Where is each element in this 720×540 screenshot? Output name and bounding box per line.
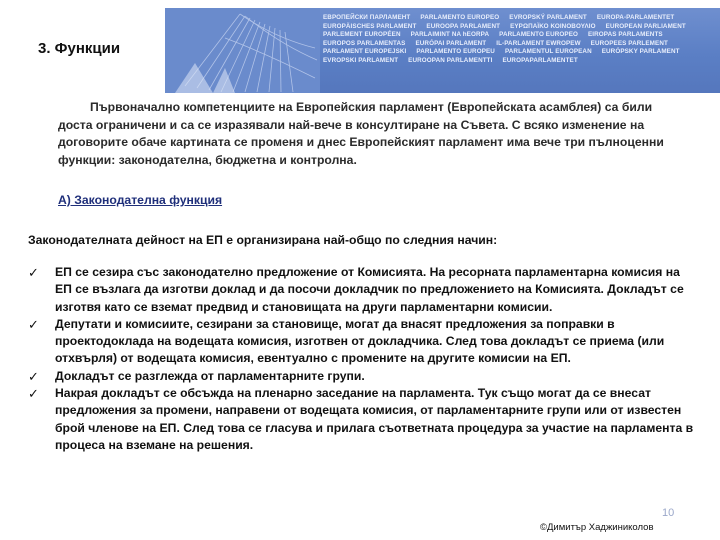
banner-name: ΕΥΡΩΠΑΪΚΟ ΚΟΙΝΟΒΟΥΛΙΟ: [510, 22, 596, 30]
banner-name: PARLAIMINT NA hEORPA: [410, 31, 490, 39]
lead-sentence: Законодателната дейност на ЕП е организирана най-общо по следния начин:: [28, 233, 498, 247]
banner-name: PARLAMENTO EUROPEO: [499, 31, 578, 39]
intro-paragraph: Първоначално компетенциите на Европейския парламент (Европейската асамблея) са били доста ограничени и са се изразявали най-вече в консултиране на Съвета. С всяко изменение на договорите обаче картината се променя и днес Европейският парламент има вече три пълноценни функции: законодателна, бюджетна и контролна.: [58, 100, 664, 167]
banner-name: EVROPSKI PARLAMENT: [323, 56, 399, 64]
banner-name: PARLAMENTUL EUROPEAN: [504, 48, 592, 56]
parliament-names: [323, 14, 718, 66]
checkmark-icon: ✓: [28, 265, 39, 280]
list-item: [28, 316, 698, 368]
list-item-text: ЕП се сезира със законодателно предложение от Комисията. На ресорната парламентарна комисия на ЕП се възлага да изготви доклад и да посочи докладчик по предложението на Комисията. Докладът се изготвя като се вземат предвид и становищата на други парламентарни комисии.: [55, 265, 684, 314]
banner-name: PARLAMENTO EUROPEO: [420, 14, 500, 21]
banner-name: EUROPEES PARLEMENT: [590, 39, 668, 47]
parliament-logo-graphic: [165, 8, 320, 93]
banner-name: EVROPSKÝ PARLAMENT: [509, 14, 587, 21]
checkmark-icon: ✓: [28, 386, 39, 402]
banner-name: ЕВРОПЕЙСКИ ПАРЛАМЕНТ: [323, 14, 411, 21]
banner-name: IL-PARLAMENT EWROPEW: [496, 39, 581, 47]
procedure-list: [28, 264, 698, 454]
banner-name: EUROPEAN PARLIAMENT: [605, 22, 686, 30]
banner-name: EURÓPAI PARLAMENT: [415, 39, 487, 47]
list-item-text: Докладът се разглежда от парламентарните групи.: [55, 368, 365, 383]
banner-name: PARLAMENT EUROPEJSKI: [323, 48, 407, 56]
section-title: 3. Функции: [38, 40, 121, 57]
banner-name: EUROPOS PARLAMENTAS: [323, 39, 406, 47]
banner-name: EUROPAPARLAMENTET: [502, 56, 578, 64]
banner-name: EIROPAS PARLAMENTS: [588, 31, 663, 39]
list-item: [28, 264, 698, 316]
checkmark-icon: ✓: [28, 316, 39, 332]
banner-name: EURÓPSKY PARLAMENT: [601, 48, 680, 56]
list-item: [28, 368, 698, 385]
banner-name: EUROPA-PARLAMENTET: [596, 14, 675, 21]
list-item-text: Накрая докладът се обсъжда на пленарно заседание на парламента. Тук също могат да се внесат предложения за промени, направени от водещата комисия, от парламентарните групи или от известен брой членове на ЕП. След това се гласува и прилага съответната процедура за участие на парламента в процеса на вземане на решения.: [55, 386, 694, 452]
checkmark-icon: ✓: [28, 368, 39, 384]
page-number: 10: [662, 507, 675, 519]
banner-name: EUROOPAN PARLAMENTTI: [408, 56, 493, 64]
banner-name: PARLAMENTO EUROPEU: [416, 48, 495, 56]
european-parliament-banner: [165, 8, 720, 93]
banner-name: EUROOPA PARLAMENT: [426, 22, 501, 30]
list-item-text: Депутати и комисиите, сезирани за становище, могат да внасят предложения за поправки в проектодоклада на водещата комисия, изготвен от докладчика. След това докладът се приема (или отхвърля) от водещата комисия, евентуално с промените на другите комисии на ЕП.: [55, 316, 665, 366]
subsection-heading: А) Законодателна функция: [58, 193, 223, 207]
banner-name: PARLEMENT EUROPÉEN: [323, 31, 401, 39]
list-item: [28, 385, 698, 454]
banner-name: EUROPÄISCHES PARLAMENT: [323, 22, 417, 30]
copyright-notice: ©Димитър Хаджиниколов: [540, 522, 654, 533]
